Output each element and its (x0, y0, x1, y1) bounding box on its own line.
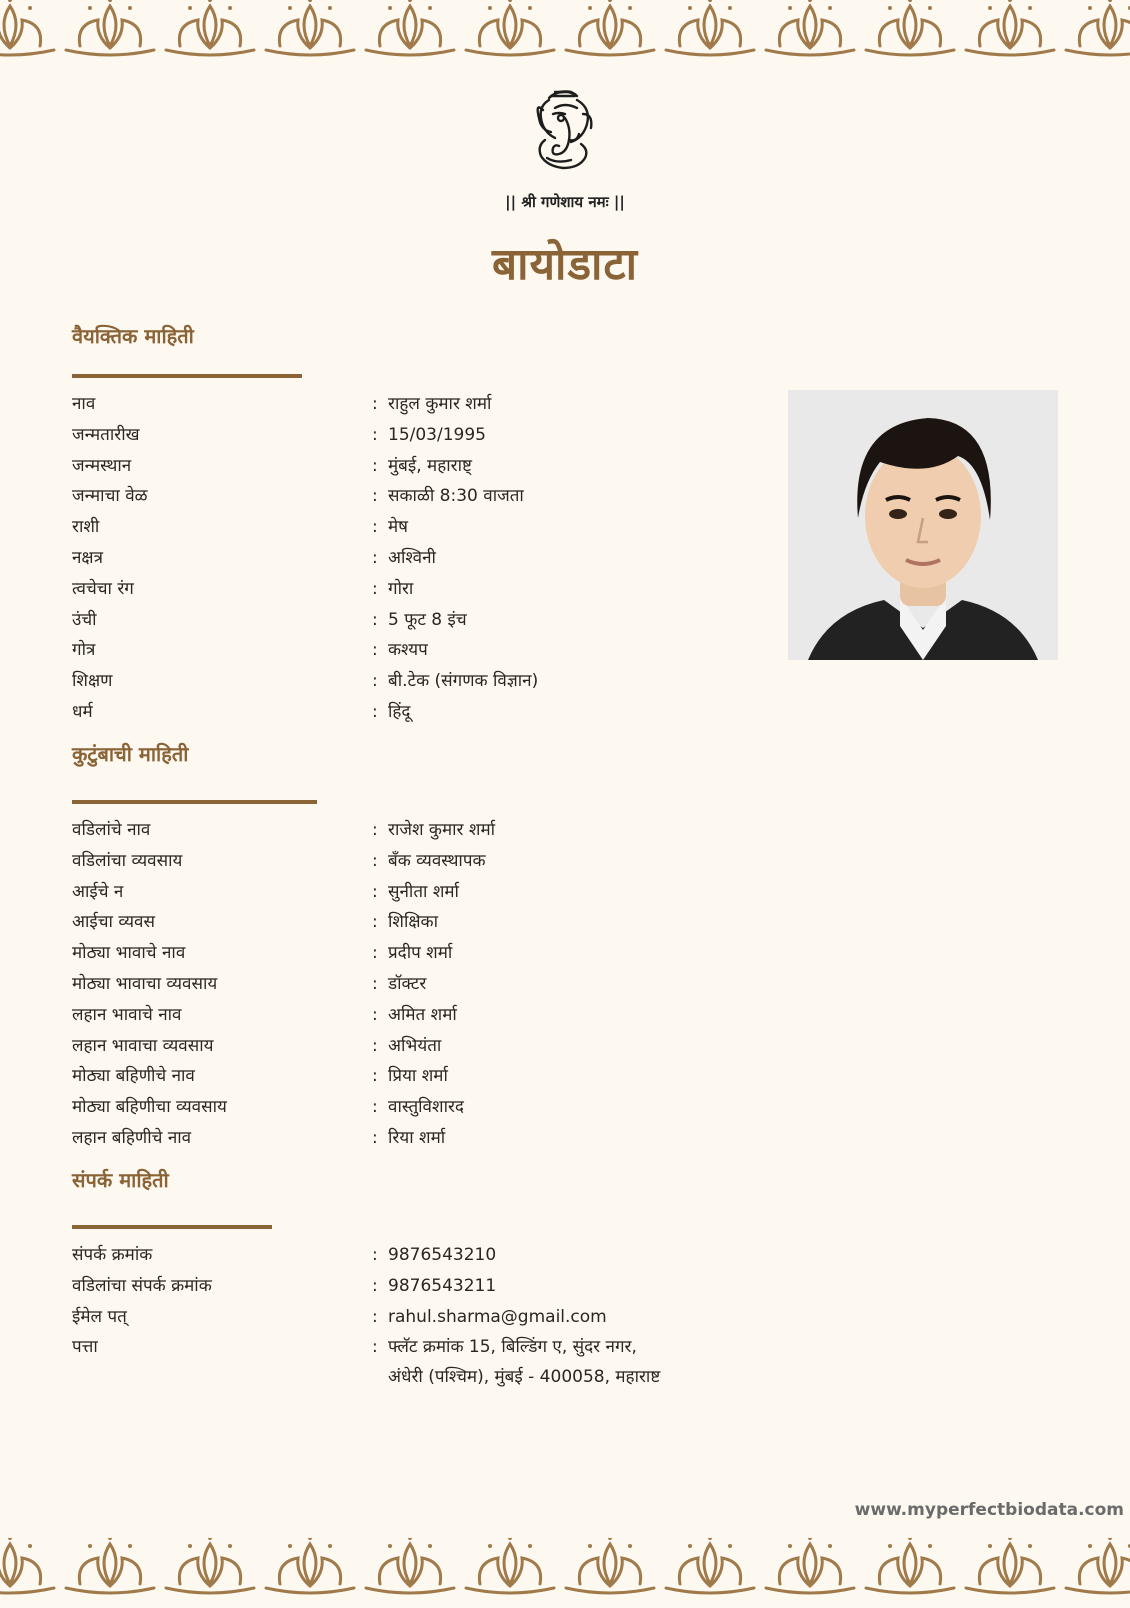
field-value: सुनीता शर्मा (388, 881, 459, 902)
detail-row (72, 1095, 712, 1126)
field-label: त्वचेचा रंग (72, 578, 134, 599)
field-separator: : (372, 547, 378, 568)
detail-row (72, 849, 712, 880)
field-separator: : (372, 609, 378, 630)
lotus-border-top (0, 0, 1130, 70)
detail-row (72, 608, 712, 639)
detail-row (72, 392, 712, 423)
field-label: मोठ्या भावाचा व्यवसाय (72, 973, 218, 994)
section-divider (72, 374, 302, 378)
section-divider (72, 1225, 272, 1229)
field-separator: : (372, 578, 378, 599)
field-label: लहान भावाचे नाव (72, 1004, 182, 1025)
field-separator: : (372, 424, 378, 445)
field-value: अश्विनी (388, 547, 436, 568)
field-separator: : (372, 701, 378, 722)
detail-row (72, 669, 712, 700)
address-value (388, 1335, 712, 1397)
profile-photo (788, 390, 1058, 660)
field-value: प्रिया शर्मा (388, 1066, 448, 1087)
field-separator: : (372, 881, 378, 902)
field-separator: : (372, 517, 378, 538)
field-label: संपर्क क्रमांक (72, 1245, 153, 1265)
field-label: नाव (72, 394, 96, 414)
ganesha-icon (525, 84, 601, 176)
field-value: बी.टेक (संगणक विज्ञान) (388, 671, 539, 692)
field-label: लहान भावाचा व्यवसाय (72, 1035, 214, 1056)
field-label: उंची (72, 609, 97, 630)
field-label: आईचे न (72, 881, 124, 902)
field-label: लहान बहिणीचे नाव (72, 1127, 192, 1148)
contact-details-list (72, 1243, 712, 1397)
detail-row (72, 484, 712, 515)
detail-row (72, 818, 712, 849)
detail-row (72, 880, 712, 911)
field-separator: : (372, 486, 378, 507)
field-separator: : (372, 943, 378, 964)
field-value: 9876543211 (388, 1275, 497, 1296)
field-label: नक्षत्र (72, 547, 104, 568)
field-value: शिक्षिका (388, 912, 439, 933)
field-separator: : (372, 394, 378, 414)
field-separator: : (372, 1066, 378, 1087)
detail-row (72, 454, 712, 485)
field-label: गोत्र (72, 640, 96, 661)
field-separator: : (372, 671, 378, 692)
field-separator: : (372, 912, 378, 933)
field-separator: : (372, 1035, 378, 1056)
field-separator: : (372, 1337, 378, 1358)
field-label: आईचा व्यवस (72, 912, 155, 933)
page-title: बायोडाटा (492, 239, 638, 290)
lotus-border-bottom (0, 1538, 1130, 1608)
field-label: मोठ्या बहिणीचे नाव (72, 1066, 195, 1087)
detail-row (72, 972, 712, 1003)
detail-row (72, 1274, 712, 1305)
section-divider (72, 800, 317, 804)
field-label: मोठ्या भावाचे नाव (72, 943, 186, 964)
field-label: राशी (72, 517, 100, 538)
section-heading-contact: संपर्क माहिती (72, 1168, 169, 1192)
detail-row (72, 941, 712, 972)
family-details-list (72, 818, 712, 1157)
field-value: 9876543210 (388, 1245, 497, 1265)
field-value: 5 फूट 8 इंच (388, 609, 467, 630)
address-line: फ्लॅट क्रमांक 15, बिल्डिंग ए, सुंदर नगर, (388, 1337, 637, 1358)
field-value: राहुल कुमार शर्मा (388, 394, 492, 414)
field-label: मोठ्या बहिणीचा व्यवसाय (72, 1097, 227, 1118)
detail-row (72, 700, 712, 731)
detail-row (72, 1126, 712, 1157)
field-separator: : (372, 850, 378, 871)
footer-website[interactable]: www.myperfectbiodata.com (854, 1500, 1124, 1520)
field-separator: : (372, 1004, 378, 1025)
field-value: हिंदू (388, 701, 411, 722)
detail-row (72, 515, 712, 546)
field-separator: : (372, 1127, 378, 1148)
field-value: डॉक्टर (388, 973, 427, 994)
field-label: वडिलांचा व्यवसाय (72, 850, 183, 871)
field-label: ईमेल पत् (72, 1306, 127, 1327)
field-value: मेष (388, 517, 408, 538)
field-separator: : (372, 1275, 378, 1296)
detail-row (72, 638, 712, 669)
address-row (72, 1335, 712, 1397)
field-separator: : (372, 640, 378, 661)
field-value: अभियंता (388, 1035, 442, 1056)
detail-row (72, 1034, 712, 1065)
field-label: शिक्षण (72, 671, 113, 692)
field-value: सकाळी 8:30 वाजता (388, 486, 524, 507)
personal-details-list (72, 392, 712, 731)
detail-row (72, 1243, 712, 1274)
section-heading-personal: वैयक्तिक माहिती (72, 324, 194, 348)
field-label: जन्मस्थान (72, 455, 132, 476)
field-separator: : (372, 820, 378, 840)
field-value: कश्यप (388, 640, 428, 661)
detail-row (72, 546, 712, 577)
detail-row (72, 423, 712, 454)
field-value: बँक व्यवस्थापक (388, 850, 486, 871)
field-label: जन्मतारीख (72, 424, 140, 445)
field-separator: : (372, 1245, 378, 1265)
field-value: rahul.sharma@gmail.com (388, 1306, 607, 1327)
section-heading-family: कुटुंबाची माहिती (72, 742, 189, 766)
shloka: || श्री गणेशाय नमः || (505, 193, 625, 211)
detail-row (72, 1003, 712, 1034)
field-value: अमित शर्मा (388, 1004, 457, 1025)
field-label: धर्म (72, 701, 93, 722)
field-value: मुंबई, महाराष्ट् (388, 455, 472, 476)
detail-row (72, 910, 712, 941)
field-separator: : (372, 455, 378, 476)
field-separator: : (372, 973, 378, 994)
field-value: राजेश कुमार शर्मा (388, 820, 496, 840)
field-label: वडिलांचे नाव (72, 820, 151, 840)
field-value: वास्तुविशारद (388, 1097, 464, 1118)
detail-row (72, 1064, 712, 1095)
field-label: पत्ता (72, 1337, 98, 1358)
field-separator: : (372, 1097, 378, 1118)
field-value: रिया शर्मा (388, 1127, 446, 1148)
field-separator: : (372, 1306, 378, 1327)
field-value: प्रदीप शर्मा (388, 943, 453, 964)
field-label: जन्माचा वेळ (72, 486, 148, 507)
address-line: अंधेरी (पश्चिम), मुंबई - 400058, महाराष्ट (388, 1367, 661, 1388)
field-value: गोरा (388, 578, 414, 599)
detail-row (72, 1305, 712, 1336)
detail-row (72, 577, 712, 608)
field-value: 15/03/1995 (388, 424, 486, 445)
field-label: वडिलांचा संपर्क क्रमांक (72, 1275, 212, 1296)
